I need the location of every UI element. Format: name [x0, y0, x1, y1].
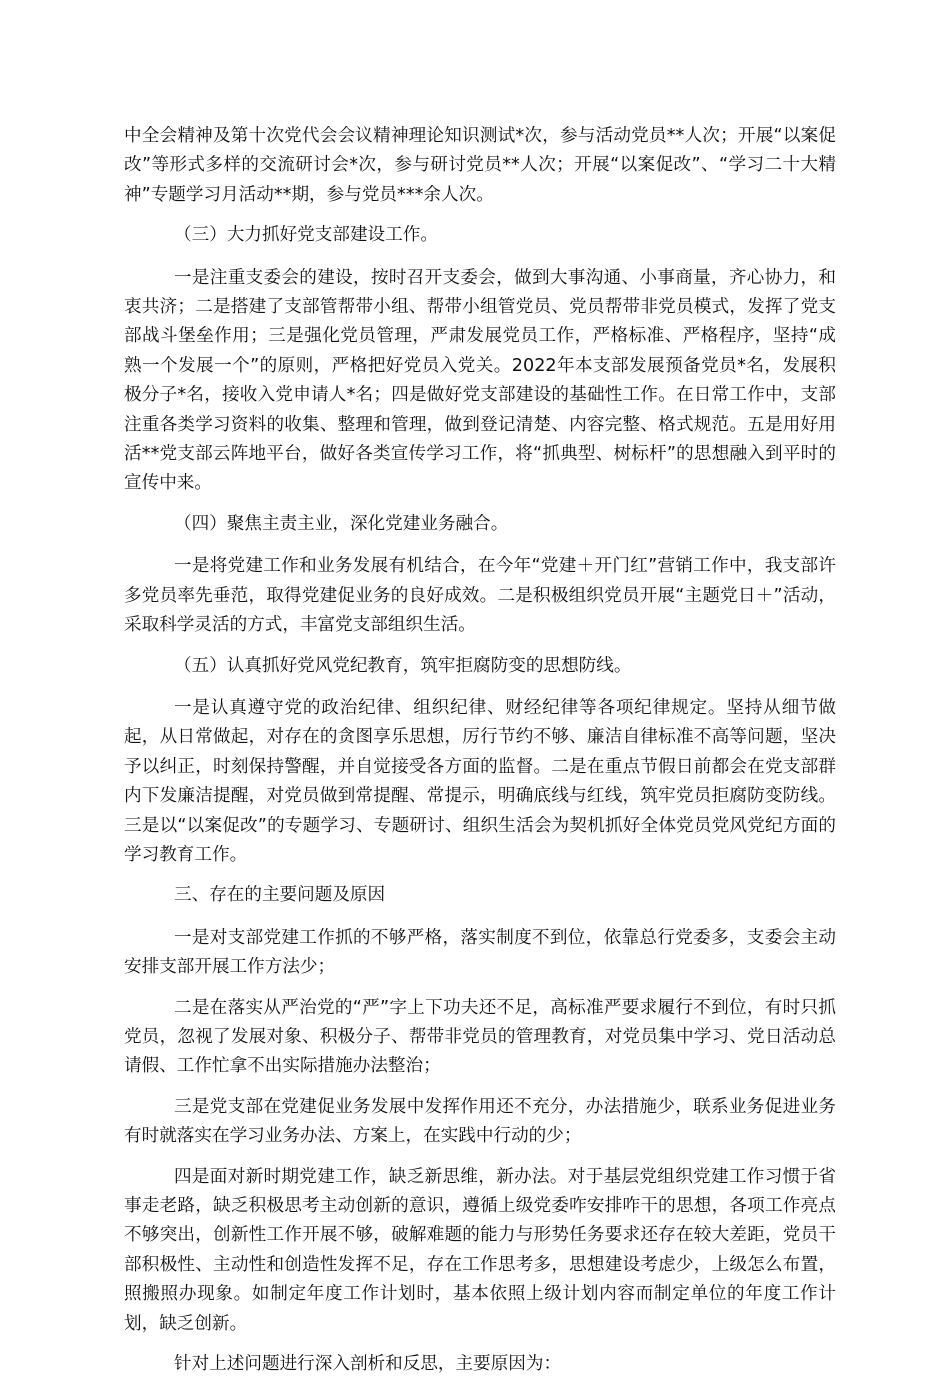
- section-heading-problems: 三、存在的主要问题及原因: [174, 885, 386, 906]
- paragraph-11: 三是党支部在党建促业务发展中发挥作用还不充分，办法措施少，联系业务促进业务有时就落实在学习业务办法、方案上，在实践中行动的少；: [124, 1096, 836, 1147]
- section-heading-3: （三）大力抓好党支部建设工作。: [174, 225, 438, 246]
- paragraph-9: 一是对支部党建工作抓的不够严格，落实制度不到位，依靠总行党委多，支委会主动安排支部开展工作方法少；: [124, 927, 836, 978]
- paragraph-10: 二是在落实从严治党的“严”字上下功夫还不足，高标准严要求履行不到位，有时只抓党员，忽视了发展对象、积极分子、帮带非党员的管理教育，对党员集中学习、党日活动总请假、工作忙拿不出实际措施办法整治；: [124, 997, 836, 1077]
- paragraph-13: 针对上述问题进行深入剖析和反思，主要原因为：: [174, 1354, 562, 1375]
- section-heading-4: （四）聚焦主责主业，深化党建业务融合。: [174, 513, 509, 534]
- paragraph-3: 一是注重支委会的建设，按时召开支委会，做到大事沟通、小事商量，齐心协力，和衷共济；二是搭建了支部管帮带小组、帮带小组管党员、党员帮带非党员模式，发挥了党支部战斗堡垒作用；三是强化党员管理，严肃发展党员工作，严格标准、严格程序，坚持“成熟一个发展一个”的原则，严格把好党员入党关。2022年本支部发展预备党员*名，发展积极分子*名，接收入党申请人*名；四是做好党支部建设的基础性工作。在日常工作中，支部注重各类学习资料的收集、整理和管理，做到登记清楚、内容完整、格式规范。五是用好用活**党支部云阵地平台，做好各类宣传学习工作，将“抓典型、树标杆”的思想融入到平时的宣传中来。: [124, 267, 836, 494]
- paragraph-7: 一是认真遵守党的政治纪律、组织纪律、财经纪律等各项纪律规定。坚持从细节做起，从日常做起，对存在的贪图享乐思想，厉行节约不够、廉洁自律标准不高等问题，坚决予以纠正，时刻保持警醒，并自觉接受各方面的监督。二是在重点节假日前都会在党支部群内下发廉洁提醒，对党员做到常提醒、常提示，明确底线与红线，筑牢党员拒腐防变防线。三是以“以案促改”的专题学习、专题研讨、组织生活会为契机抓好全体党员党风党纪方面的学习教育工作。: [124, 697, 836, 865]
- paragraph-5: 一是将党建工作和业务发展有机结合，在今年“党建＋开门红”营销工作中，我支部许多党员率先垂范，取得党建促业务的良好成效。二是积极组织党员开展“主题党日＋”活动，采取科学灵活的方式，丰富党支部组织生活。: [124, 556, 836, 636]
- paragraph-12: 四是面对新时期党建工作，缺乏新思维，新办法。对于基层党组织党建工作习惯于省事走老路，缺乏积极思考主动创新的意识，遵循上级党委咋安排咋干的思想，各项工作亮点不够突出，创新性工作开展不够，破解难题的能力与形势任务要求还存在较大差距，党员干部积极性、主动性和创造性发挥不足，存在工作思考多，思想建设考虑少，上级怎么布置，照搬照办现象。如制定年度工作计划时，基本依照上级计划内容而制定单位的年度工作计划，缺乏创新。: [124, 1166, 836, 1334]
- paragraph-1: 中全会精神及第十次党代会会议精神理论知识测试*次，参与活动党员**人次；开展“以案促改”等形式多样的交流研讨会*次，参与研讨党员**人次；开展“以案促改”、“学习二十大精神”专题学习月活动**期，参与党员***余人次。: [124, 126, 836, 205]
- section-heading-5: （五）认真抓好党风党纪教育，筑牢拒腐防变的思想防线。: [174, 655, 632, 676]
- document-body: [124, 122, 836, 1390]
